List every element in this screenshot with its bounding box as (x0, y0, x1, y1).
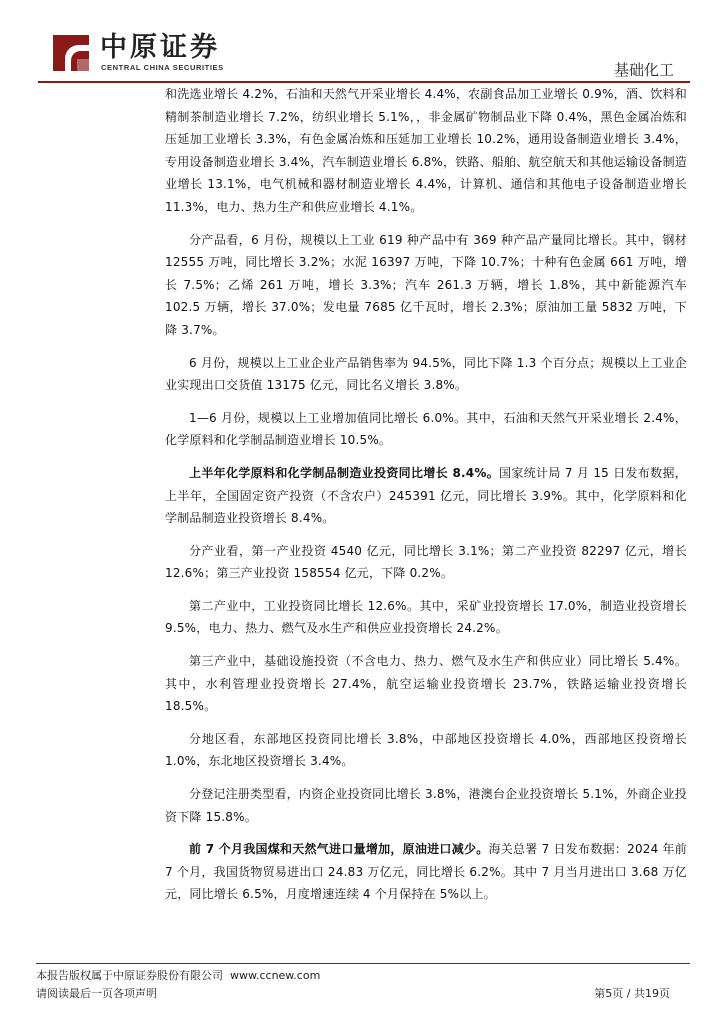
paragraph-1: 和洗选业增长 4.2%，石油和天然气开采业增长 4.4%，农副食品加工业增长 0.9%，酒、饮料和精制茶制造业增长 7.2%，纺织业增长 5.1%，，非金属矿物制品业下降 0.4%，黑色金属冶炼和压延加工业增长 3.3%，有色金属冶炼和压延加工业增长 10.2%，通用设备制造业增长 3.4%，专用设备制造业增长 3.4%，汽车制造业增长 6.8%，铁路、船舶、航空航天和其他运输设备制造业增长 13.1%，电气机械和器材制造业增长 4.4%，计算机、通信和其他电子设备制造业增长 11.3%，电力、热力生产和供应业增长 4.1%。 (165, 87, 688, 214)
page-number: 第5页 / 共19页 (594, 987, 670, 1000)
report-body (165, 83, 687, 916)
footer-info (36, 967, 320, 1003)
paragraph-3: 6 月份，规模以上工业企业产品销售率为 94.5%，同比下降 1.3 个百分点；规模以上工业企业实现出口交货值 13175 亿元，同比名义增长 3.8%。 (165, 355, 687, 393)
paragraph-8: 第三产业中，基础设施投资（不含电力、热力、燃气及水生产和供应业）同比增长 5.4%。其中，水利管理业投资增长 27.4%，航空运输业投资增长 23.7%，铁路运输业投资增长 18.5%。 (165, 654, 687, 714)
report-category: 基础化工 (613, 61, 674, 79)
paragraph-2: 分产品看，6 月份，规模以上工业 619 种产品中有 369 种产品产量同比增长。其中，钢材 12555 万吨，同比增长 3.2%；水泥 16397 万吨，下降 10.7%；十种有色金属 661 万吨，增长 7.5%；乙烯 261 万吨，增长 3.3%；汽车 261.3 万辆，增长 1.8%，其中新能源汽车 102.5 万辆，增长 37.0%；发电量 7685 亿千瓦时，增长 2.3%；原油加工量 5832 万吨，下降 3.7%。 (165, 232, 687, 337)
logo-english-name: CENTRAL CHINA SECURITIES (101, 63, 224, 72)
paragraph-10: 分登记注册类型看，内资企业投资同比增长 3.8%，港澳台企业投资增长 5.1%，外商企业投资下降 15.8%。 (165, 787, 687, 824)
paragraph-5: 上半年化学原料和化学制品制造业投资同比增长 8.4%。国家统计局 7 月 15 日发布数据，上半年，全国固定资产投资（不含农户）245391 亿元，同比增长 3.9%。其中，化学原料和化学制品制造业投资增长 8.4%。 (165, 465, 687, 526)
paragraph-7: 第二产业中，工业投资同比增长 12.6%。其中，采矿业投资增长 17.0%，制造业投资增长 9.5%，电力、热力、燃气及水生产和供应业投资增长 24.2%。 (165, 598, 687, 636)
logo-chinese-name: 中原证券 (100, 32, 220, 63)
paragraph-6: 分产业看，第一产业投资 4540 亿元，同比增长 3.1%；第二产业投资 82297 亿元，增长 12.6%；第三产业投资 158554 亿元，下降 0.2%。 (165, 543, 687, 581)
footer-copyright: 本报告版权属于中原证券股份有限公司 (36, 969, 223, 982)
company-logo-icon (49, 31, 93, 75)
footer-divider (36, 963, 690, 964)
footer-website-link[interactable]: www.ccnew.com (230, 969, 321, 982)
paragraph-11: 前 7 个月我国煤和天然气进口量增加，原油进口减少。海关总署 7 日发布数据：2024 年前 7 个月，我国货物贸易进出口 24.83 万亿元，同比增长 6.2%。其中 7 月当月进出口 3.68 万亿元，同比增长 6.5%，月度增速连续 4 个月保持在 5%以上。 (165, 842, 687, 902)
paragraph-heading: 上半年化学原料和化学制品制造业投资同比增长 8.4%。 (189, 465, 500, 480)
paragraph-4: 1—6 月份，规模以上工业增加值同比增长 6.0%。其中，石油和天然气开采业增长 2.4%，化学原料和化学制品制造业增长 10.5%。 (165, 410, 687, 448)
footer-notice: 请阅读最后一页各项声明 (36, 987, 157, 1000)
paragraph-9: 分地区看，东部地区投资同比增长 3.8%，中部地区投资增长 4.0%，西部地区投资增长 1.0%，东北地区投资增长 3.4%。 (165, 731, 687, 769)
paragraph-heading: 前 7 个月我国煤和天然气进口量增加，原油进口减少。 (189, 842, 489, 857)
page-header (0, 0, 724, 84)
